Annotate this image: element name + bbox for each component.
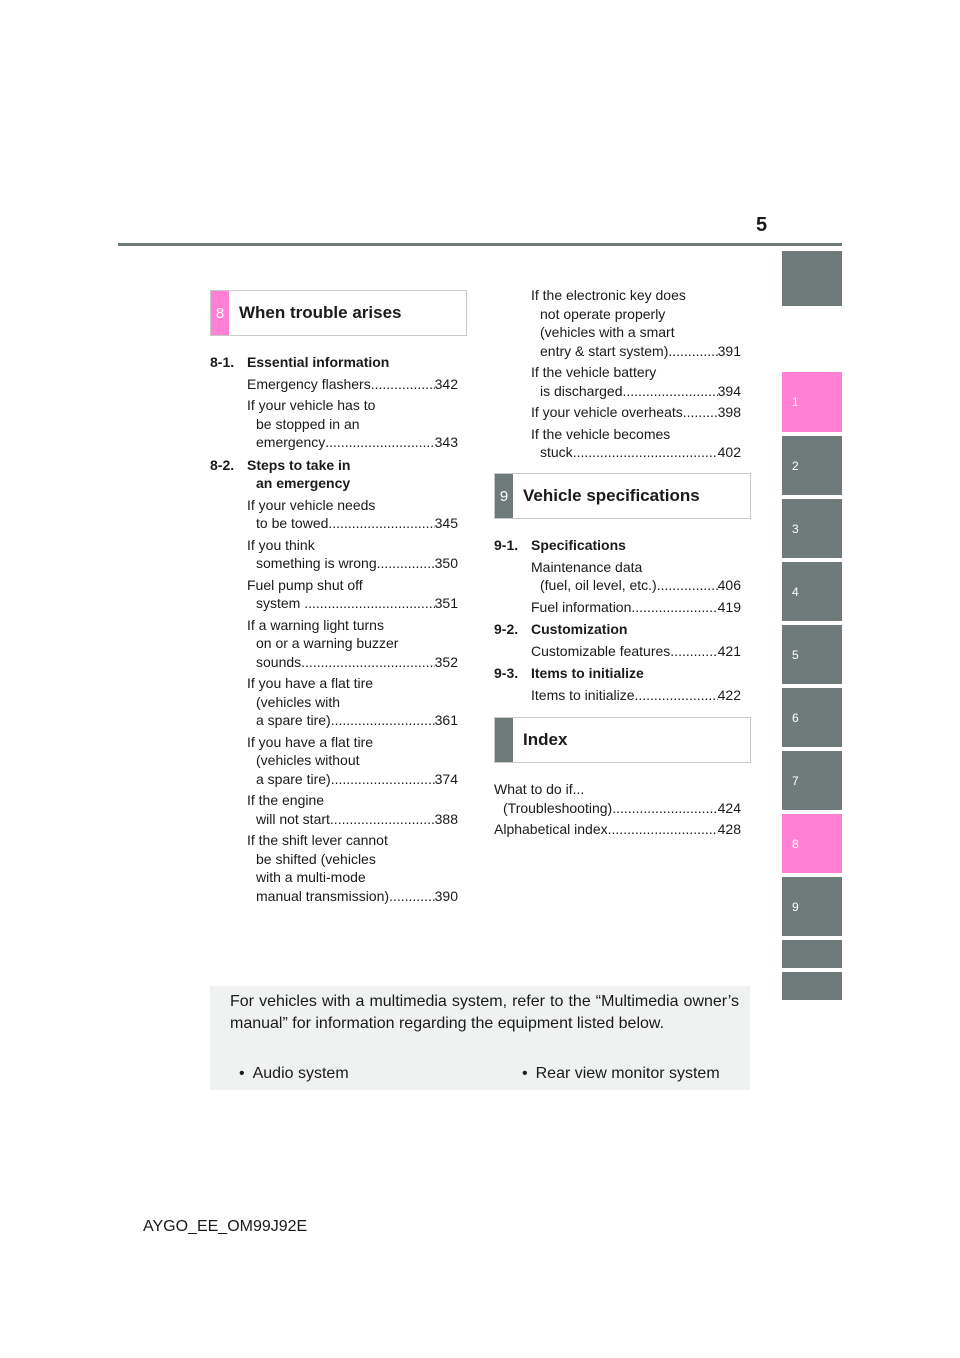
bullet-icon: • xyxy=(522,1065,528,1082)
group-heading[interactable]: 9-1. Specifications xyxy=(494,537,626,553)
toc-section-9 xyxy=(494,536,741,708)
toc-entry[interactable]: If your vehicle has to be stopped in an emergency ..... 343 xyxy=(247,396,458,452)
page-number: 5 xyxy=(756,214,768,236)
side-tab-blank-top[interactable] xyxy=(782,251,842,306)
toc-section-8 xyxy=(210,353,458,909)
toc-entry[interactable]: If the engine will not start ..... 388 xyxy=(247,791,458,828)
toc-entry[interactable]: Fuel information ..... 419 xyxy=(531,598,741,617)
toc-entry[interactable]: If your vehicle overheats ..... 398 xyxy=(531,403,741,422)
side-tab-blank-a[interactable] xyxy=(782,940,842,968)
toc-entry[interactable]: If your vehicle needs to be towed ..... 345 xyxy=(247,496,458,533)
side-tab-4[interactable]: 4 xyxy=(782,562,842,621)
notice-item: • Rear view monitor system xyxy=(522,1065,720,1082)
toc-entry[interactable]: If you think something is wrong ..... 350 xyxy=(247,536,458,573)
side-tab-6[interactable]: 6 xyxy=(782,688,842,747)
toc-entry[interactable]: If the vehicle battery is discharged ..... 394 xyxy=(531,363,741,400)
side-tab-8[interactable]: 8 xyxy=(782,814,842,873)
side-tab-7[interactable]: 7 xyxy=(782,751,842,810)
section-8-number: 8 xyxy=(211,291,229,335)
side-tab-9[interactable]: 9 xyxy=(782,877,842,936)
group-heading[interactable]: 8-2. Steps to take in an emergency xyxy=(210,456,351,491)
toc-entry[interactable]: If the electronic key does not operate properly (vehicles with a smart entry & start system) ..... 391 xyxy=(531,286,741,360)
bullet-icon: • xyxy=(239,1065,245,1082)
toc-section-8-continued xyxy=(531,286,741,465)
group-heading[interactable]: 9-3. Items to initialize xyxy=(494,665,644,681)
toc-entry[interactable]: Fuel pump shut off system ..... 351 xyxy=(247,576,458,613)
toc-entry[interactable]: Alphabetical index ..... 428 xyxy=(494,820,741,839)
toc-group-9-2 xyxy=(494,620,741,660)
section-9-title: Vehicle specifications xyxy=(523,486,700,505)
toc-entry[interactable]: Items to initialize ..... 422 xyxy=(531,686,741,705)
notice-text: For vehicles with a multimedia system, refer to the “Multimedia owner’s manual” for information regarding the equipment listed below. xyxy=(230,993,739,1032)
toc-entry[interactable]: If you have a flat tire (vehicles with a spare tire) ..... 361 xyxy=(247,674,458,730)
side-tab-3[interactable]: 3 xyxy=(782,499,842,558)
toc-entry[interactable]: Customizable features ..... 421 xyxy=(531,642,741,661)
side-tab-5[interactable]: 5 xyxy=(782,625,842,684)
multimedia-notice xyxy=(210,986,750,1090)
toc-index xyxy=(494,780,741,842)
toc-group-9-3 xyxy=(494,664,741,704)
notice-item: • Audio system xyxy=(239,1065,349,1082)
toc-group-8-1 xyxy=(210,353,458,452)
index-title: Index xyxy=(523,730,568,749)
section-8-header xyxy=(210,290,467,336)
index-marker xyxy=(495,718,513,762)
document-code: AYGO_EE_OM99J92E xyxy=(143,1218,308,1235)
section-8-title: When trouble arises xyxy=(239,303,402,322)
toc-entry[interactable]: If you have a flat tire (vehicles without a spare tire) ..... 374 xyxy=(247,733,458,789)
header-rule xyxy=(118,243,842,246)
group-heading[interactable]: 8-1. Essential information xyxy=(210,354,390,370)
toc-entry[interactable]: If the vehicle becomes stuck ..... 402 xyxy=(531,425,741,462)
toc-entry[interactable]: If a warning light turns on or a warning buzzer sounds ..... 352 xyxy=(247,616,458,672)
section-9-header xyxy=(494,473,751,519)
toc-entry[interactable]: Maintenance data (fuel, oil level, etc.) ..... 406 xyxy=(531,558,741,595)
side-tab-1[interactable]: 1 xyxy=(782,372,842,432)
toc-entry[interactable]: Emergency flashers ..... 342 xyxy=(247,375,458,394)
group-heading[interactable]: 9-2. Customization xyxy=(494,621,628,637)
toc-entry[interactable]: If the shift lever cannot be shifted (vehicles with a multi-mode manual transmission) ..... 390 xyxy=(247,831,458,905)
index-header xyxy=(494,717,751,763)
toc-group-9-1 xyxy=(494,536,741,616)
toc-group-8-2 xyxy=(210,456,458,906)
toc-entry[interactable]: What to do if... (Troubleshooting) ..... 424 xyxy=(494,780,741,817)
side-tab-blank-b[interactable] xyxy=(782,972,842,1000)
section-9-number: 9 xyxy=(495,474,513,518)
side-tab-2[interactable]: 2 xyxy=(782,436,842,495)
